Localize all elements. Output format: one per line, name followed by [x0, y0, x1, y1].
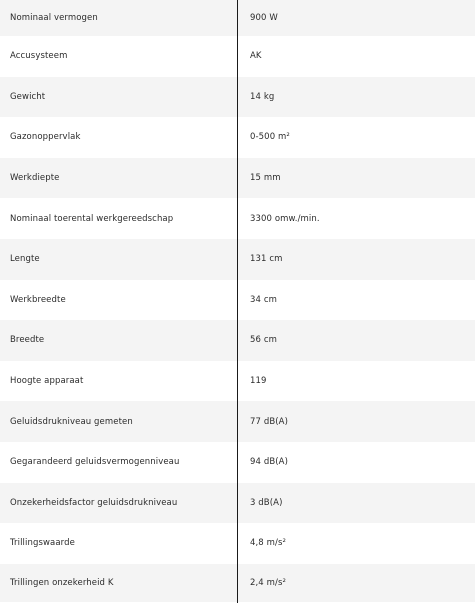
- spec-value: 77 dB(A): [250, 416, 288, 427]
- spec-label: Hoogte apparaat: [10, 376, 84, 387]
- spec-label: Nominaal vermogen: [10, 13, 98, 23]
- spec-label: Gazonoppervlak: [10, 132, 81, 143]
- spec-value: 131 cm: [250, 254, 283, 265]
- spec-value: 3300 omw./min.: [250, 213, 320, 224]
- spec-value: AK: [250, 51, 262, 62]
- spec-label: Nominaal toerental werkgereedschap: [10, 213, 174, 224]
- spec-label: Werkbreedte: [10, 294, 66, 305]
- spec-value: 3 dB(A): [250, 497, 283, 508]
- spec-label: Trillingswaarde: [10, 538, 75, 549]
- spec-value: 900 W: [250, 13, 278, 23]
- spec-value: 119: [250, 376, 267, 387]
- spec-value: 4,8 m/s²: [250, 538, 286, 549]
- column-divider: [237, 0, 238, 603]
- spec-value: 2,4 m/s²: [250, 577, 286, 588]
- spec-label: Werkdiepte: [10, 173, 60, 184]
- spec-label: Trillingen onzekerheid K: [10, 577, 114, 588]
- spec-value: 34 cm: [250, 294, 277, 305]
- spec-value: 0-500 m²: [250, 132, 290, 143]
- spec-value: 14 kg: [250, 91, 275, 102]
- spec-label: Geluidsdrukniveau gemeten: [10, 416, 133, 427]
- spec-label: Breedte: [10, 335, 45, 346]
- spec-label: Gegarandeerd geluidsvermogenniveau: [10, 457, 180, 468]
- spec-label: Accusysteem: [10, 51, 68, 62]
- spec-label: Gewicht: [10, 91, 46, 102]
- spec-value: 94 dB(A): [250, 457, 288, 468]
- spec-value: 56 cm: [250, 335, 277, 346]
- spec-label: Lengte: [10, 254, 40, 265]
- spec-label: Onzekerheidsfactor geluidsdrukniveau: [10, 497, 178, 508]
- spec-value: 15 mm: [250, 173, 281, 184]
